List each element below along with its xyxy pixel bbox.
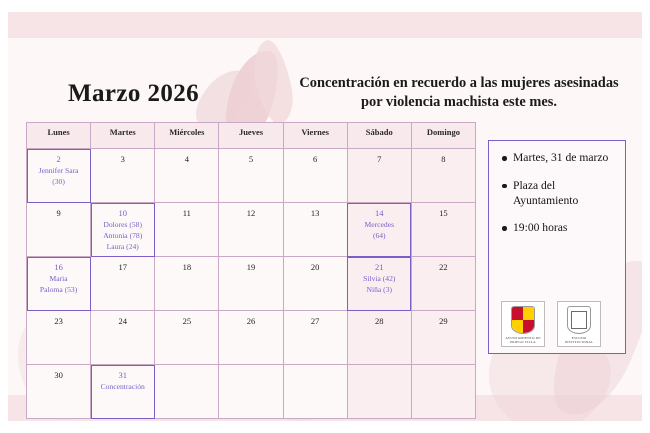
- calendar-day-cell[interactable]: [155, 257, 219, 311]
- calendar-day-cell[interactable]: [347, 203, 411, 257]
- calendar-day-cell[interactable]: [283, 311, 347, 365]
- event-info-item: 19:00 horas: [513, 221, 617, 236]
- calendar-day-cell[interactable]: [347, 311, 411, 365]
- calendar-day-number: 8: [441, 154, 446, 164]
- calendar-day-event: Laura (24): [106, 242, 139, 252]
- calendar-day-event: Concentración: [100, 382, 145, 392]
- calendar-day-number: 17: [118, 262, 127, 272]
- calendar-header-lunes: Lunes: [27, 123, 91, 149]
- calendar-day-event: Paloma (53): [39, 285, 78, 295]
- shield-icon: [511, 306, 535, 334]
- calendar-day-number: 25: [182, 316, 192, 326]
- calendar-day-number: 29: [439, 316, 448, 326]
- calendar-day-cell[interactable]: [347, 149, 411, 203]
- calendar-header-miércoles: Miércoles: [155, 123, 219, 149]
- calendar-day-cell[interactable]: [27, 149, 91, 203]
- calendar-day-number: 20: [310, 262, 320, 272]
- calendar-day-event: Dolores (58): [103, 220, 142, 230]
- calendar-day-cell[interactable]: [91, 311, 155, 365]
- calendar-day-cell[interactable]: [155, 149, 219, 203]
- logo-caption: ESCUDO INSTITUCIONAL: [564, 335, 594, 344]
- calendar-day-number: 31: [118, 370, 127, 380]
- calendar-day-number: 15: [439, 208, 448, 218]
- calendar-day-number: 21: [375, 262, 384, 272]
- calendar-day-cell[interactable]: [219, 257, 283, 311]
- calendar-day-cell[interactable]: [219, 311, 283, 365]
- calendar-day-cell[interactable]: [283, 149, 347, 203]
- calendar-day-cell[interactable]: [219, 203, 283, 257]
- calendar-day-cell[interactable]: [411, 257, 475, 311]
- calendar-day-number: 2: [56, 154, 61, 164]
- calendar-day-cell[interactable]: [91, 365, 155, 419]
- page-title: Marzo 2026: [68, 80, 200, 107]
- calendar-day-cell[interactable]: [27, 257, 91, 311]
- calendar-day-cell[interactable]: [155, 311, 219, 365]
- calendar-day-event: Niña (3): [366, 285, 393, 295]
- calendar-week-row: [27, 203, 476, 257]
- calendar-day-number: 9: [56, 208, 61, 218]
- ayuntamiento-logo: [501, 301, 545, 347]
- calendar-week-row: [27, 257, 476, 311]
- calendar-day-number: 6: [313, 154, 318, 164]
- calendar-header-row: [27, 123, 476, 149]
- calendar-day-cell[interactable]: [411, 149, 475, 203]
- calendar-day-cell[interactable]: [283, 257, 347, 311]
- calendar-day-number: 4: [184, 154, 189, 164]
- calendar-day-cell[interactable]: [91, 149, 155, 203]
- logo-caption: AYUNTAMIENTO DE PRIEGO VILLA: [505, 335, 541, 344]
- calendar-day-cell[interactable]: [411, 365, 475, 419]
- calendar-day-number: 3: [120, 154, 125, 164]
- calendar-day-event: Mercedes: [364, 220, 395, 230]
- institution-logo: [557, 301, 601, 347]
- calendar-day-cell[interactable]: [91, 203, 155, 257]
- calendar-day-number: 13: [310, 208, 320, 218]
- calendar-day-number: 27: [310, 316, 320, 326]
- calendar-day-number: 14: [375, 208, 384, 218]
- calendar-day-number: 16: [54, 262, 63, 272]
- headline-text: Concentración en recuerdo a las mujeres asesinadas por violencia machista este mes.: [299, 75, 619, 111]
- logo-row: [501, 301, 601, 347]
- calendar-day-number: 24: [118, 316, 127, 326]
- calendar-day-cell[interactable]: [155, 203, 219, 257]
- top-decorative-band: [8, 12, 642, 38]
- calendar-day-event: Antonia (78): [103, 231, 143, 241]
- calendar-header-martes: Martes: [91, 123, 155, 149]
- calendar-day-event: Silvia (42): [363, 274, 396, 284]
- calendar-day-number: 12: [246, 208, 256, 218]
- calendar-day-event: Maria: [49, 274, 68, 284]
- calendar-day-number: 26: [246, 316, 256, 326]
- calendar-week-row: [27, 311, 476, 365]
- calendar-day-cell[interactable]: [411, 203, 475, 257]
- event-info-box: [488, 140, 626, 354]
- event-info-item: Plaza del Ayuntamiento: [513, 179, 617, 209]
- calendar-day-cell[interactable]: [283, 365, 347, 419]
- calendar-day-number: 10: [118, 208, 127, 218]
- calendar-day-cell[interactable]: [283, 203, 347, 257]
- calendar-day-number: 28: [375, 316, 384, 326]
- calendar-day-cell[interactable]: [91, 257, 155, 311]
- calendar-header-sábado: Sábado: [347, 123, 411, 149]
- calendar-day-cell[interactable]: [219, 149, 283, 203]
- poster-canvas: [8, 12, 642, 421]
- calendar-day-number: 30: [54, 370, 63, 380]
- calendar-week-row: [27, 365, 476, 419]
- calendar-day-number: 11: [182, 208, 191, 218]
- calendar-day-number: 23: [54, 316, 63, 326]
- calendar-day-cell[interactable]: [155, 365, 219, 419]
- calendar-day-cell[interactable]: [27, 311, 91, 365]
- calendar-day-cell[interactable]: [219, 365, 283, 419]
- calendar-day-cell[interactable]: [347, 257, 411, 311]
- calendar-day-number: 19: [246, 262, 256, 272]
- calendar-header-viernes: Viernes: [283, 123, 347, 149]
- calendar-day-cell[interactable]: [347, 365, 411, 419]
- calendar-day-number: 18: [182, 262, 192, 272]
- calendar-day-event: (64): [372, 231, 386, 241]
- calendar-day-number: 5: [248, 154, 254, 164]
- calendar-day-cell[interactable]: [411, 311, 475, 365]
- calendar-week-row: [27, 149, 476, 203]
- event-info-item: Martes, 31 de marzo: [513, 151, 617, 166]
- calendar-day-cell[interactable]: [27, 365, 91, 419]
- calendar-body: [27, 149, 476, 419]
- shield-icon: [567, 306, 591, 334]
- calendar-day-number: 22: [439, 262, 448, 272]
- calendar-header-jueves: Jueves: [219, 123, 283, 149]
- event-info-list: [499, 151, 617, 236]
- calendar-day-event: (30): [52, 177, 65, 187]
- calendar-day-event: Jennifer Sara: [38, 166, 79, 176]
- calendar-day-number: 7: [377, 154, 382, 164]
- calendar-header-domingo: Domingo: [411, 123, 475, 149]
- calendar-day-cell[interactable]: [27, 203, 91, 257]
- calendar-table: [26, 122, 476, 419]
